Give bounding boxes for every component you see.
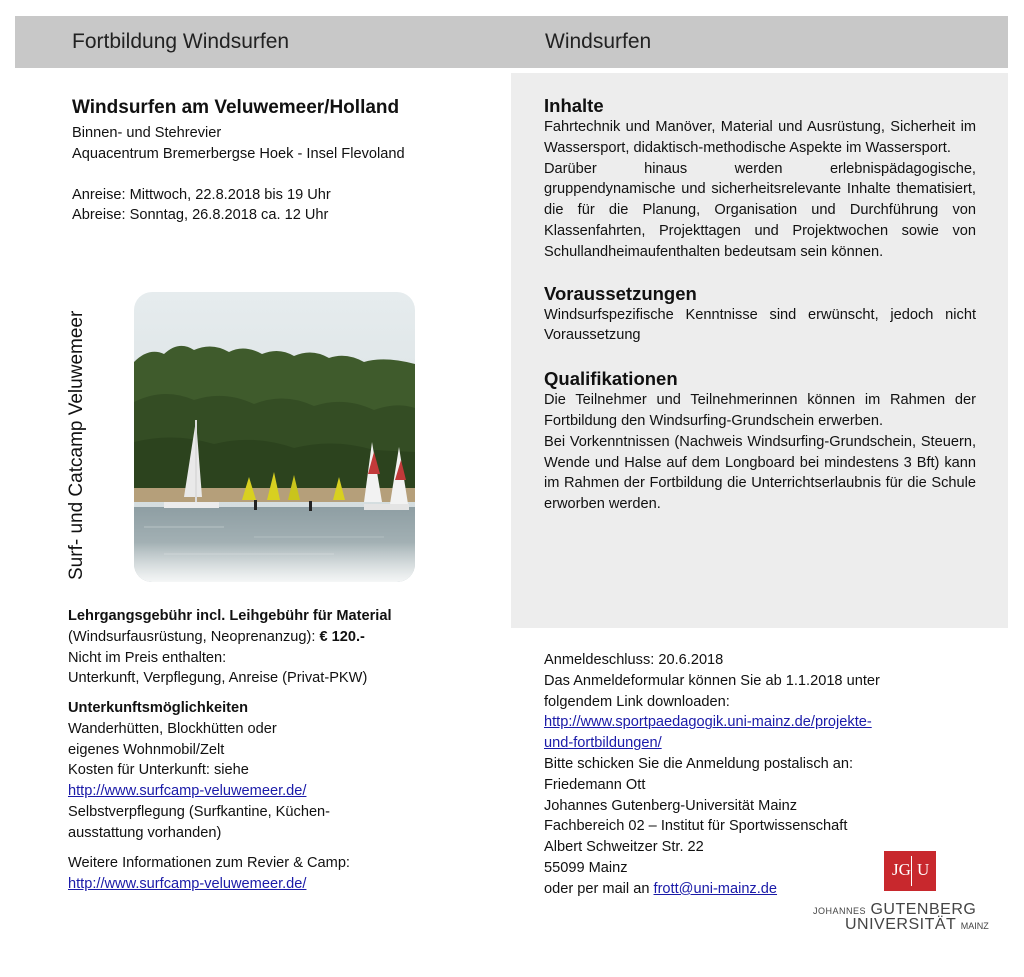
address-line: 55099 Mainz bbox=[544, 859, 628, 876]
qualifikationen-paragraph: Bei Vorkenntnissen (Nachweis Windsurfing-Grundschein, Steuern, Wende und Halse auf dem Longboard bei mindestens 3 Bft) kann im Rahmen der Fortbildung die Unterrichtserlaubnis für die Schule erworben werden. bbox=[544, 433, 976, 513]
logo-letters-left: JG bbox=[892, 860, 911, 879]
vertical-caption: Surf- und Catcamp Veluwemeer bbox=[66, 310, 87, 580]
left-header-title: Fortbildung Windsurfen bbox=[72, 30, 290, 53]
fee-heading: Lehrgangsgebühr incl. Leihgebühr für Material bbox=[68, 608, 392, 624]
location-line: Aquacentrum Bremerbergse Hoek - Insel Flevoland bbox=[72, 145, 405, 162]
fee-line bbox=[68, 627, 392, 648]
fee-price: € 120.- bbox=[319, 628, 365, 645]
fee-not-included-items: Unterkunft, Verpflegung, Anreise (Privat-PKW) bbox=[68, 670, 368, 687]
course-info bbox=[72, 97, 405, 226]
registration-section bbox=[544, 650, 880, 900]
voraussetzungen-heading: Voraussetzungen bbox=[544, 282, 697, 304]
fee-not-included: Nicht im Preis enthalten: bbox=[68, 649, 227, 666]
fee-section bbox=[68, 606, 392, 689]
logo-divider bbox=[911, 856, 912, 886]
accommodation-line: Selbstverpflegung (Surfkantine, Küchen- bbox=[68, 803, 331, 820]
inhalte-paragraph: Darüber hinaus werden erlebnispädagogische, gruppendynamische und sicherheitsrelevante Inhalte thematisiert, die für die Planung, Organisation und Durchführung von Klassenfahrten, Projekttagen und Projektwochen sowie von Schullandheimaufenthalten bedeutsam sein können. bbox=[544, 160, 976, 260]
registration-line: Das Anmeldeformular können Sie ab 1.1.2018 unter bbox=[544, 672, 880, 689]
departure-date: Abreise: Sonntag, 26.8.2018 ca. 12 Uhr bbox=[72, 207, 329, 224]
mail-prefix: oder per mail an bbox=[544, 880, 654, 897]
registration-form-link-continued[interactable]: und-fortbildungen/ bbox=[544, 735, 662, 752]
right-header-title: Windsurfen bbox=[545, 30, 652, 53]
header-bar bbox=[15, 16, 1008, 68]
accommodation-line: ausstattung vorhanden) bbox=[68, 824, 222, 841]
accommodation-line: eigenes Wohnmobil/Zelt bbox=[68, 741, 225, 758]
surf-camp-photo bbox=[134, 292, 415, 582]
surfcamp-link[interactable]: http://www.surfcamp-veluwemeer.de/ bbox=[68, 783, 307, 800]
inhalte-heading: Inhalte bbox=[544, 95, 604, 116]
university-logo-mark bbox=[884, 851, 936, 891]
accommodation-line: Wanderhütten, Blockhütten oder bbox=[68, 720, 277, 737]
arrival-date: Anreise: Mittwoch, 22.8.2018 bis 19 Uhr bbox=[72, 186, 331, 203]
address-line: Fachbereich 02 – Institut für Sportwissenschaft bbox=[544, 818, 848, 835]
qualifikationen-paragraph: Die Teilnehmer und Teilnehmerinnen können im Rahmen der Fortbildung den Windsurfing-Grundschein erwerben. bbox=[544, 392, 976, 429]
university-logo-text-2 bbox=[845, 916, 989, 934]
inhalte-paragraph: Fahrtechnik und Manöver, Material und Ausrüstung, Sicherheit im Wassersport, didaktisch-methodische Aspekte im Wassersport. bbox=[544, 119, 976, 156]
right-content bbox=[544, 95, 976, 515]
email-link[interactable]: frott@uni-mainz.de bbox=[653, 880, 778, 897]
travel-dates bbox=[72, 185, 405, 227]
lake-scene-illustration bbox=[134, 292, 415, 582]
fee-equipment: (Windsurfausrüstung, Neoprenanzug): bbox=[68, 628, 320, 645]
accommodation-section bbox=[68, 698, 330, 844]
logo-letters-right: U bbox=[917, 860, 930, 879]
address-line: Albert Schweitzer Str. 22 bbox=[544, 839, 704, 856]
more-info-text: Weitere Informationen zum Revier & Camp: bbox=[68, 855, 350, 871]
voraussetzungen-paragraph: Windsurfspezifische Kenntnisse sind erwünscht, jedoch nicht Voraussetzung bbox=[544, 306, 976, 344]
address-line: Friedemann Ott bbox=[544, 776, 646, 793]
logo-mainz: MAINZ bbox=[960, 921, 989, 931]
registration-deadline: Anmeldeschluss: 20.6.2018 bbox=[544, 652, 724, 668]
logo-johannes: JOHANNES bbox=[813, 906, 867, 916]
logo-gutenberg: GUTENBERG bbox=[870, 901, 977, 918]
accommodation-line: Kosten für Unterkunft: siehe bbox=[68, 762, 249, 779]
address-line: Johannes Gutenberg-Universität Mainz bbox=[544, 797, 798, 814]
registration-line: Bitte schicken Sie die Anmeldung postalisch an: bbox=[544, 755, 854, 772]
more-info-section bbox=[68, 853, 350, 895]
course-title: Windsurfen am Veluwemeer/Holland bbox=[72, 97, 400, 118]
accommodation-heading: Unterkunftsmöglichkeiten bbox=[68, 700, 249, 716]
registration-line: folgendem Link downloaden: bbox=[544, 693, 730, 710]
more-info-link[interactable]: http://www.surfcamp-veluwemeer.de/ bbox=[68, 875, 307, 892]
qualifikationen-heading: Qualifikationen bbox=[544, 368, 678, 390]
registration-form-link[interactable]: http://www.sportpaedagogik.uni-mainz.de/projekte- bbox=[544, 714, 872, 731]
logo-universitaet: UNIVERSITÄT bbox=[845, 916, 957, 933]
location-line: Binnen- und Stehrevier bbox=[72, 125, 222, 141]
course-location bbox=[72, 123, 405, 165]
